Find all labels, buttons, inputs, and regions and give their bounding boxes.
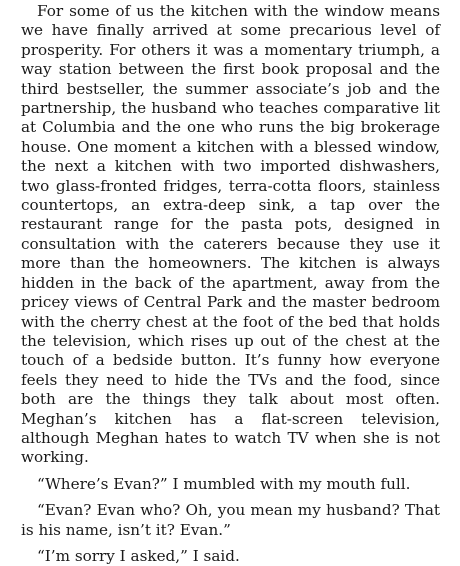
dialogue-paragraph: “Evan? Evan who? Oh, you mean my husband? That is his name, isn’t it? Evan.” [21, 501, 440, 539]
narrative-paragraph: For some of us the kitchen with the window means we have finally arrived at some precarious level of prosperity. For others it was a momentary triumph, a way station between the first book proposal and the third bestseller, the summer associate’s job and the partnership, the husband who teaches comparative lit at Columbia and the one who runs the big brokerage house. One moment a kitchen with a blessed window, the next a kitchen with two imported dishwashers, two glass-fronted fridges, terra-cotta floors, stainless countertops, an extra-deep sink, a tap over the restaurant range for the pasta pots, designed in consultation with the caterers because they use it more than the homeowners. The kitchen is always hidden in the back of the apartment, away from the pricey views of Central Park and the master bedroom with the cherry chest at the foot of the bed that holds the television, which rises up out of the chest at the touch of a bedside button. It’s funny how everyone feels they need to hide the TVs and the food, since both are the things they talk about most often. Meghan’s kitchen has a flat-screen television, although Meghan hates to watch TV when she is not working. [21, 2, 440, 467]
dialogue-paragraph: “I’m sorry I asked,” I said. [37, 546, 240, 565]
dialogue-paragraph: “Where’s Evan?” I mumbled with my mouth full. [37, 474, 411, 493]
